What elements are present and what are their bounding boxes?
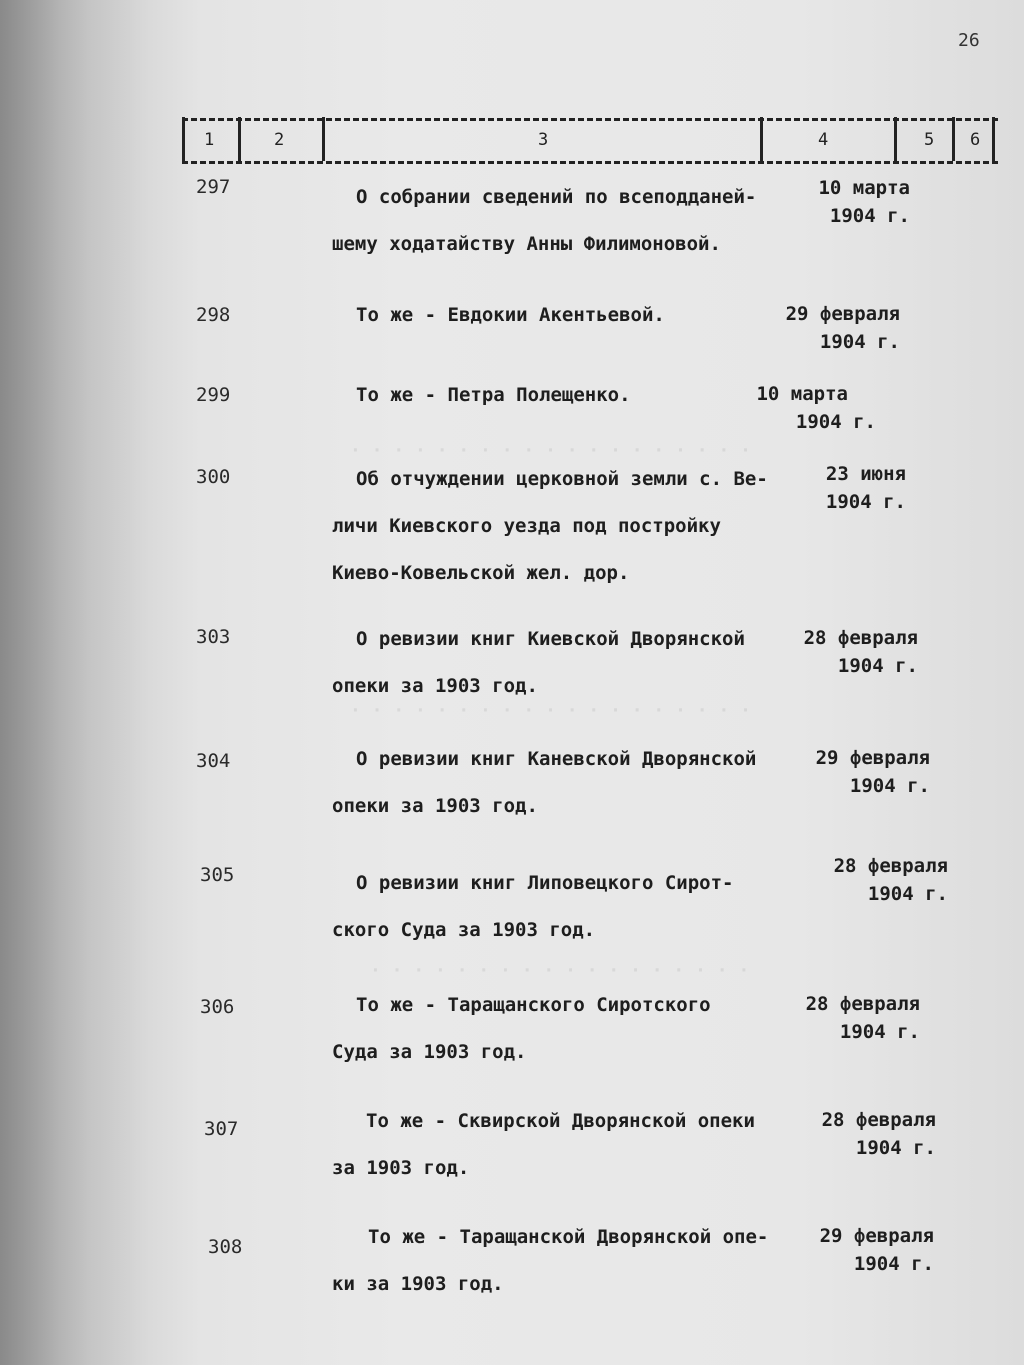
date-year: 1904 г. bbox=[853, 1253, 934, 1275]
date-day: 29 февраля bbox=[819, 1225, 934, 1247]
date-day: 29 февраля bbox=[815, 747, 930, 769]
date-year: 1904 г. bbox=[825, 491, 906, 513]
description-line: То же - Таращанской Дворянской опе- bbox=[368, 1226, 769, 1248]
description-line: за 1903 год. bbox=[332, 1157, 470, 1179]
column-header-6: 6 bbox=[970, 130, 981, 150]
description-line: О ревизии книг Липовецкого Сирот- bbox=[356, 872, 734, 894]
date-day: 29 февраля bbox=[785, 303, 900, 325]
description-line: шему ходатайству Анны Филимоновой. bbox=[332, 233, 721, 255]
description-line: Об отчуждении церковной земли с. Ве- bbox=[356, 468, 768, 490]
description-line: То же - Сквирской Дворянской опеки bbox=[366, 1110, 755, 1132]
description-line: О ревизии книг Каневской Дворянской bbox=[356, 748, 757, 770]
entry-number: 308 bbox=[208, 1236, 243, 1258]
date-day: 10 марта bbox=[756, 383, 848, 405]
description-line: личи Киевского уезда под постройку bbox=[332, 515, 721, 537]
date-day: 10 марта bbox=[818, 177, 910, 199]
entry-number: 307 bbox=[204, 1118, 239, 1140]
description-line: То же - Евдокии Акентьевой. bbox=[356, 304, 665, 326]
column-divider bbox=[760, 117, 763, 161]
entry-number: 300 bbox=[196, 466, 231, 488]
column-divider bbox=[238, 117, 241, 161]
date-year: 1904 г. bbox=[819, 331, 900, 353]
bleed-through-text: · · · · · · · · · · · · · · · · · · · bbox=[350, 700, 751, 721]
entry-number: 299 bbox=[196, 384, 231, 406]
column-header-3: 3 bbox=[538, 130, 549, 150]
column-divider bbox=[182, 117, 185, 161]
column-divider bbox=[952, 117, 955, 161]
description-line: Киево-Ковельской жел. дор. bbox=[332, 562, 630, 584]
column-header-2: 2 bbox=[274, 130, 285, 150]
column-divider bbox=[992, 117, 995, 161]
entry-number: 298 bbox=[196, 304, 231, 326]
entry-date bbox=[718, 624, 918, 680]
column-divider bbox=[894, 117, 897, 161]
table-header bbox=[182, 118, 998, 164]
bleed-through-text: · · · · · · · · · · · · · · · · · · bbox=[370, 960, 750, 981]
entry-date bbox=[748, 852, 948, 908]
description-line: опеки за 1903 год. bbox=[332, 795, 538, 817]
entry-number: 297 bbox=[196, 176, 231, 198]
date-year: 1904 г. bbox=[829, 205, 910, 227]
description-line: О ревизии книг Киевской Дворянской bbox=[356, 628, 745, 650]
entry-number: 303 bbox=[196, 626, 231, 648]
date-day: 28 февраля bbox=[803, 627, 918, 649]
entry-date bbox=[676, 380, 876, 436]
description-line: То же - Таращанского Сиротского bbox=[356, 994, 711, 1016]
date-year: 1904 г. bbox=[867, 883, 948, 905]
entry-description bbox=[332, 1098, 802, 1192]
date-day: 28 февраля bbox=[805, 993, 920, 1015]
column-header-5: 5 bbox=[924, 130, 935, 150]
entry-number: 305 bbox=[200, 864, 235, 886]
entry-number: 306 bbox=[200, 996, 235, 1018]
date-day: 23 июня bbox=[825, 463, 906, 485]
column-divider bbox=[322, 117, 325, 161]
date-year: 1904 г. bbox=[795, 411, 876, 433]
date-year: 1904 г. bbox=[837, 655, 918, 677]
description-line: О собрании сведений по всеподданей- bbox=[356, 186, 757, 208]
description-line: ского Суда за 1903 год. bbox=[332, 919, 596, 941]
description-line: То же - Петра Полещенко. bbox=[356, 384, 631, 406]
column-header-1: 1 bbox=[204, 130, 215, 150]
entry-date bbox=[736, 1106, 936, 1162]
entry-description bbox=[332, 852, 802, 954]
date-year: 1904 г. bbox=[839, 1021, 920, 1043]
description-line: опеки за 1903 год. bbox=[332, 675, 538, 697]
bleed-through-text: · · · · · · · · · · · · · · · · · · · bbox=[350, 440, 751, 461]
entry-date bbox=[734, 1222, 934, 1278]
description-line: ки за 1903 год. bbox=[332, 1273, 504, 1295]
entry-date bbox=[706, 460, 906, 516]
column-header-4: 4 bbox=[818, 130, 829, 150]
date-year: 1904 г. bbox=[849, 775, 930, 797]
entry-date bbox=[710, 174, 910, 230]
date-day: 28 февраля bbox=[821, 1109, 936, 1131]
entry-description bbox=[332, 1214, 802, 1308]
entry-date bbox=[720, 990, 920, 1046]
date-day: 28 февраля bbox=[833, 855, 948, 877]
entry-number: 304 bbox=[196, 750, 231, 772]
page-number: 26 bbox=[958, 30, 980, 51]
description-line: Суда за 1903 год. bbox=[332, 1041, 527, 1063]
book-spine-shadow bbox=[0, 0, 150, 1365]
entry-date bbox=[730, 744, 930, 800]
date-year: 1904 г. bbox=[855, 1137, 936, 1159]
entry-date bbox=[700, 300, 900, 356]
